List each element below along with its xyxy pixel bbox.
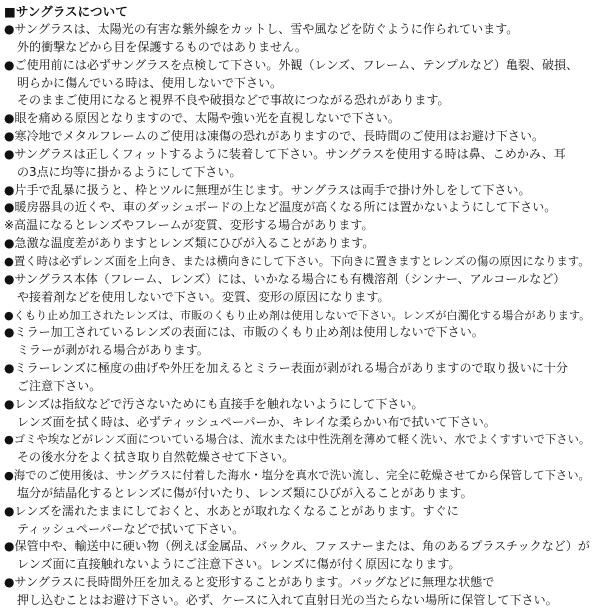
notice-continuation-line: 押し込むことはお避け下さい。必ず、ケースに入れて直射日光の当たらない場所に保管して下さい。 [17,593,558,607]
notice-item-line: ●保管中や、輸送中に硬い物（例えば金属品、バックル、ファスナーまたは、角のあるプラスチックなど）が [4,539,590,554]
notice-continuation-line: 明らかに傷んでいる時は、使用しないで下さい。 [17,75,283,90]
notice-item-line: ●急激な温度差がありますとレンズ類にひびが入ることがあります。 [4,236,375,251]
notice-item-line: ●サングラスは、太陽光の有害な紫外線をカットし、雪や風などを防ぐように作られています。 [4,22,519,36]
notice-list [4,21,596,610]
notice-item-line: ●眼を痛める原因となりますので、太陽や強い光を直視しないで下さい。 [4,111,400,126]
notice-item-line: ●寒冷地でメタルフレームのご使用は凍傷の恐れがありますので、長時間のご使用はお避け下さい。 [4,129,545,144]
notice-continuation-line: そのままご使用になると視界不良や破損などで事故につながる恐れがあります。 [17,93,450,108]
notice-item-line: ●レンズを濡れたままにしておくと、水あとが取れなくなることがあります。すぐに [4,503,459,518]
notice-item-line: ●ミラー加工されているレンズの表面には、市販のくもり止め剤は使用しないで下さい。 [4,325,484,340]
notice-continuation-line: 塩分が結晶化するとレンズに傷が付いたり、レンズ類にひびが入ることがあります。 [17,485,473,500]
section-heading: ■サングラスについて [4,4,128,19]
notice-continuation-line: その後水分をよく拭き取り自然乾燥させて下さい。 [17,450,295,465]
notice-item-line: ●サングラスは正しくフィットするように装着して下さい。サングラスを使用する時は鼻、こめかみ、耳 [4,146,566,161]
notice-continuation-line: ミラーが剥がれる場合があります。 [17,343,209,358]
notice-continuation-line: レンズ面に直接触れないようにご注意下さい。レンズに傷が付く原因になります。 [17,557,461,572]
notice-item-line: ●ミラーレンズに極度の曲げや外圧を加えるとミラー表面が剥がれる場合がありますので取り扱いに十分 [4,361,568,376]
sunglasses-notice-document [4,3,596,610]
notice-item-line: ●レンズは指紋などで汚さないためにも直接手を触れないようにして下さい。 [4,396,424,411]
notice-item-line: ●サングラス本体（フレーム、レンズ）には、いかなる場合にも有機溶剤（シンナー、アルコールなど） [4,271,566,286]
notice-item-line: ●くもり止め加工されたレンズは、市販のくもり止め剤は使用しないで下さい。レンズが白濁化する場合があります。 [4,308,591,322]
notice-item-line: ●ゴミや埃などがレンズ面についている場合は、流水または中性洗剤を薄めて軽く洗い、水でよくすすいで下さい。 [4,433,591,447]
notice-continuation-line: 外的衝撃などから目を保護するものではありません。 [17,39,307,54]
notice-item-line: ●サングラスに長時間外圧を加えると変形することがあります。バッグなどに無理な状態で [4,575,495,590]
notice-item-line: ●ご使用前には必ずサングラスを点検して下さい。外観（レンズ、フレーム、テンプルなど）亀裂、破損、 [4,57,579,72]
notice-item-line: ●海でのご使用後は、サングラスに付着した海水・塩分を真水で洗い流し、完全に乾燥させてから保管して下さい。 [4,469,590,483]
notice-continuation-line: ティッシュペーパーなどで拭いて下さい。 [17,521,245,536]
notice-continuation-line: の3点に均等に掛かるようにして下さい。 [17,164,242,179]
notice-continuation-line: レンズ面を拭く時は、必ずティッシュペーパーか、キレイな柔らかい布で拭いて下さい。 [17,414,496,429]
notice-item-line: ※高温になるとレンズやフレームが変質、変形する場合があります。 [4,218,374,233]
notice-continuation-line: ご注意下さい。 [17,378,102,393]
notice-item-line: ●暖房器具の近くや、車のダッシュボードの上など温度が高くなる所には置かないようにして下さい。 [4,200,557,215]
notice-item-line: ●置く時は必ずレンズ面を上向き、または横向きにして下さい。下向きに置きますとレンズの傷の原因になります。 [4,254,590,268]
notice-continuation-line: や接着剤などを使用しないで下さい。変質、変形の原因になります。 [17,289,390,304]
notice-item-line: ●片手で乱暴に扱うと、枠とツルに無理が生じます。サングラスは両手で掛け外しをして下さい。 [4,182,531,197]
